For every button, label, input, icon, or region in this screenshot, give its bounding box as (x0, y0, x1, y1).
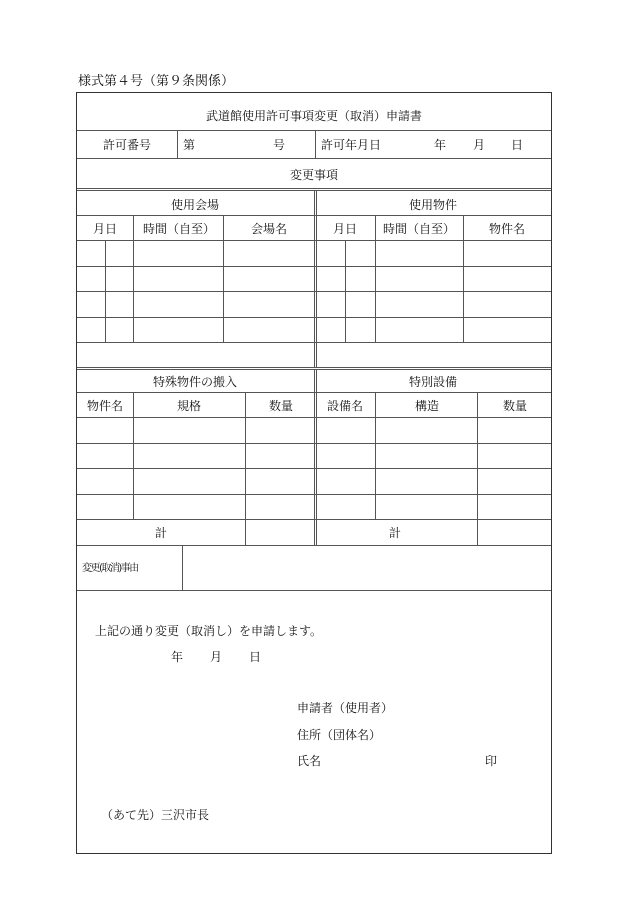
permit-number-prefix: 第 (183, 138, 196, 152)
application-date-month: 月 (210, 650, 223, 664)
divider (77, 215, 551, 216)
divider (463, 215, 464, 342)
application-date-year: 年 (171, 650, 184, 664)
reason-field[interactable] (183, 546, 551, 590)
divider (375, 392, 376, 519)
applicant-label: 申請者（使用者） (297, 701, 394, 715)
special-items-total-label: 計 (154, 526, 168, 540)
special-items-total-field[interactable] (246, 520, 314, 545)
permit-number-field[interactable] (178, 131, 315, 158)
change-items-heading: 変更事項 (289, 168, 339, 182)
divider (77, 342, 551, 343)
divider (77, 494, 551, 495)
equipment-col-quantity: 数量 (502, 399, 528, 413)
divider (375, 215, 376, 342)
application-form (76, 92, 552, 854)
permit-date-label: 許可年月日 (321, 138, 382, 152)
divider (77, 317, 551, 318)
divider (77, 468, 551, 469)
divider (133, 215, 134, 342)
special-col-spec: 規格 (176, 399, 202, 413)
name-label: 氏名 (297, 754, 322, 768)
items-col-time: 時間（自至） (382, 222, 456, 236)
addressee: （あて先）三沢市長 (101, 808, 210, 822)
divider (77, 240, 551, 241)
divider (345, 240, 346, 342)
divider (77, 392, 551, 393)
equipment-col-structure: 構造 (414, 399, 440, 413)
reason-label: 変更(取消)事由 (82, 563, 138, 574)
address-label: 住所（団体名） (297, 728, 382, 742)
permit-number-suffix: 号 (273, 138, 286, 152)
items-heading: 使用物件 (408, 198, 458, 212)
application-date-day: 日 (249, 650, 262, 664)
special-equipment-heading: 特別設備 (408, 375, 458, 389)
divider (77, 291, 551, 292)
special-col-name: 物件名 (86, 399, 124, 413)
form-number-caption: 様式第４号（第９条関係） (78, 74, 235, 89)
divider (105, 240, 106, 342)
divider (223, 215, 224, 342)
venue-col-date: 月日 (92, 222, 118, 236)
permit-date-day: 日 (511, 138, 524, 152)
divider (77, 417, 551, 418)
venue-col-time: 時間（自至） (142, 222, 216, 236)
special-col-quantity: 数量 (268, 399, 294, 413)
items-col-name: 物件名 (488, 222, 526, 236)
divider (77, 158, 551, 159)
items-col-date: 月日 (332, 222, 358, 236)
venue-col-name: 会場名 (250, 222, 288, 236)
divider (77, 590, 551, 591)
form-title: 武道館使用許可事項変更（取消）申請書 (205, 109, 423, 123)
special-items-heading: 特殊物件の搬入 (152, 375, 238, 389)
permit-number-label: 許可番号 (102, 138, 152, 152)
equipment-col-name: 設備名 (326, 399, 364, 413)
application-statement: 上記の通り変更（取消し）を申請します。 (95, 624, 323, 638)
venue-heading: 使用会場 (170, 198, 220, 212)
seal-mark: 印 (485, 754, 498, 768)
divider (315, 130, 316, 158)
special-equipment-total-field[interactable] (478, 520, 551, 545)
permit-date-month: 月 (473, 138, 486, 152)
divider (77, 443, 551, 444)
permit-date-field[interactable] (387, 131, 551, 158)
divider (77, 266, 551, 267)
divider (133, 392, 134, 519)
permit-date-year: 年 (434, 138, 447, 152)
special-equipment-total-label: 計 (388, 526, 402, 540)
